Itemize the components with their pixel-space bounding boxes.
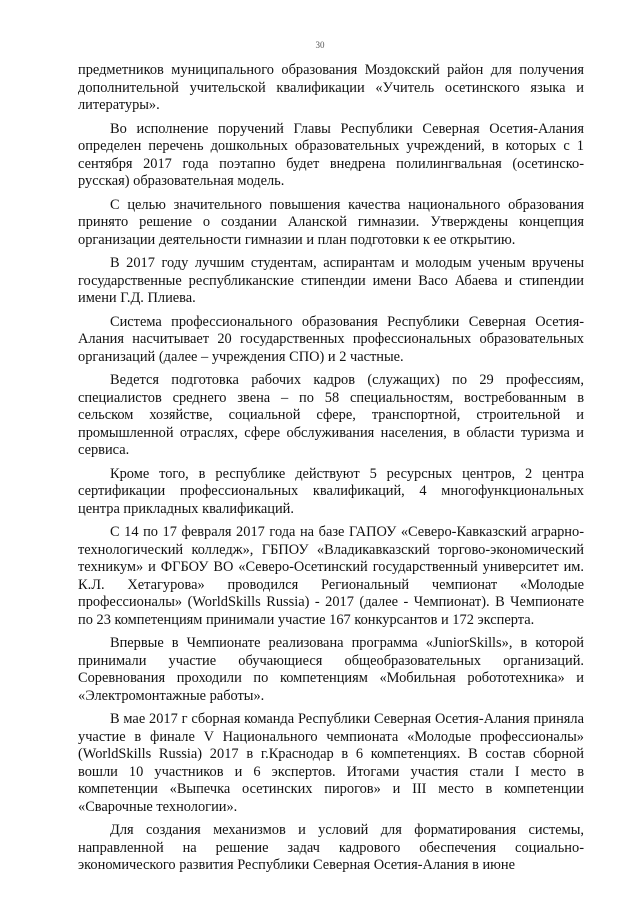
page-number: 30 — [315, 40, 325, 50]
paragraph-resource-centers: Кроме того, в республике действуют 5 ресурсных центров, 2 центра сертификации профессиональных квалификаций, 4 многофункциональных центра прикладных квалификаций. — [78, 465, 584, 517]
paragraph-regional-championship: С 14 по 17 февраля 2017 года на базе ГАПОУ «Северо-Кавказский аграрно-технологический колледж», ГБПОУ «Владикавказский торгово-экономический техникум» и ФГБОУ ВО «Северо-Осетинский государственный университет им. К.Л. Хетагурова» проводился Региональный чемпионат «Молодые профессионалы» (WorldSkills Russia) - 2017 (далее - Чемпионат). В Чемпионате по 23 компетенциям принимали участие 167 конкурсантов и 172 эксперта. — [78, 524, 584, 628]
paragraph-teacher-qualification: предметников муниципального образования Моздокский район для получения дополнительной учительской квалификации «Учитель осетинского языка и литературы». — [78, 62, 584, 113]
paragraph-national-final: В мае 2017 г сборная команда Республики Северная Осетия-Алания приняла участие в финале V Национального чемпионата «Молодые профессионалы» (WorldSkills Russia) 2017 в г.Краснодар в 6 компетенциях. В состав сборной вошли 10 участников и 6 экспертов. Итогами участия стали I место в компетенции «Выпечка осетинских пирогов» и III место в компетенции «Сварочные технологии». — [78, 711, 584, 815]
paragraph-juniorskills: Впервые в Чемпионате реализована программа «JuniorSkills», в которой принимали участие обучающиеся общеобразовательных организаций. Соревнования проходили по компетенциям «Мобильная робототехника» и «Электромонтажные работы». — [78, 635, 584, 704]
paragraph-stipends: В 2017 году лучшим студентам, аспирантам и молодым ученым вручены государственные республиканские стипендии имени Васо Абаева и стипендии имени Г.Д. Плиева. — [78, 255, 584, 306]
document-body — [78, 62, 584, 881]
paragraph-worker-training: Ведется подготовка рабочих кадров (служащих) по 29 профессиям, специалистов среднего звена – по 58 специальностям, востребованным в сельском хозяйстве, социальной сфере, транспортной, строительной и промышленной отраслях, сфере обслуживания населения, в области туризма и сервиса. — [78, 372, 584, 458]
paragraph-vocational-system: Система профессионального образования Республики Северная Осетия-Алания насчитывает 20 государственных профессиональных образовательных организаций (далее – учреждения СПО) и 2 частные. — [78, 313, 584, 365]
paragraph-mechanisms: Для создания механизмов и условий для форматирования системы, направленной на решение задач кадрового обеспечения социально-экономического развития Республики Северная Осетия-Алания в июне — [78, 822, 584, 873]
paragraph-polylingual-model: Во исполнение поручений Главы Республики Северная Осетия-Алания определен перечень дошкольных образовательных учреждений, в которых с 1 сентября 2017 года поэтапно будет внедрена полилингвальная (осетинско-русская) образовательная модель. — [78, 120, 584, 189]
paragraph-alan-gymnasium: С целью значительного повышения качества национального образования принято решение о создании Аланской гимназии. Утверждены концепция организации деятельности гимназии и план подготовки к ее открытию. — [78, 196, 584, 248]
